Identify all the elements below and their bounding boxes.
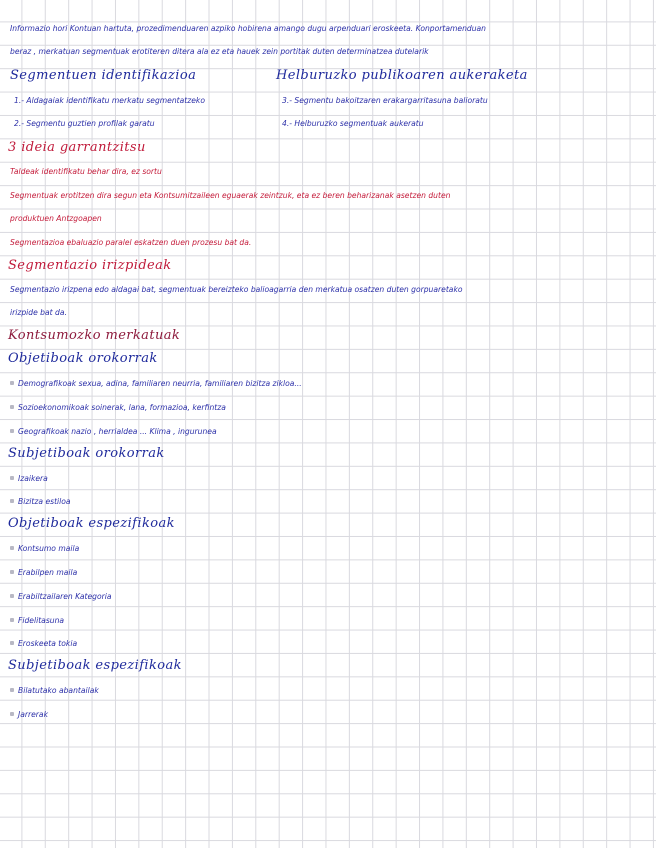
list-item	[10, 616, 64, 625]
bullet-mark	[10, 618, 14, 622]
list-item-text: Geografikoak nazio , herrialdea ... Klima , ingurunea	[18, 427, 217, 436]
bullet-mark	[10, 594, 14, 598]
step-4: 4.- Helburuzko segmentuak aukeratu	[282, 119, 424, 128]
irizpideak-line-1: Segmentazio irizpena edo aldagai bat, segmentuak bereizteko balioagarria den merkatua osatzen duten gorpuaretako	[10, 285, 463, 294]
intro-line-2: beraz , merkatuan segmentuak erotiteren ditera ala ez eta hauek zein portitak duten determinatzea dutelarik	[10, 47, 429, 56]
list-item-text: Bizitza estiloa	[18, 497, 71, 506]
step-3: 3.- Segmentu bakoitzaren erakargarritasuna balioratu	[282, 96, 488, 105]
step-2: 2.- Segmentu guztien profilak garatu	[14, 119, 155, 128]
list-item	[10, 497, 71, 506]
garantia-line-1: Taldeak identifikatu behar dira, ez sortu	[10, 167, 162, 176]
list-item	[10, 686, 99, 695]
list-item-text: Demografikoak sexua, adina, familiaren neurria, familiaren bizitza zikloa...	[18, 379, 302, 388]
heading-obj-orokorrak: Objetiboak orokorrak	[8, 351, 158, 366]
intro-line-1: Informazio hori Kontuan hartuta, prozedimenduaren azpiko hobirena amango dugu arpenduari eroskeeta. Konportamenduan	[10, 24, 486, 33]
heading-segmentuen: Segmentuen identifikazioa	[10, 68, 197, 83]
list-item	[10, 710, 48, 719]
list-item	[10, 474, 48, 483]
irizpideak-line-2: irizpide bat da.	[10, 308, 67, 317]
bullet-mark	[10, 641, 14, 645]
list-item-text: Fidelitasuna	[18, 616, 65, 625]
list-item	[10, 568, 77, 577]
list-item-text: Erabiltzailaren Kategoria	[18, 592, 112, 601]
heading-subj-espezifikoak: Subjetiboak espezifikoak	[8, 658, 182, 673]
heading-irizpideak: Segmentazio irizpideak	[8, 258, 172, 273]
list-item	[10, 379, 302, 388]
list-item-text: Kontsumo maila	[18, 544, 80, 553]
list-item-text: Eroskeeta tokia	[18, 639, 78, 648]
garantia-line-3: produktuen Antzgoapen	[10, 214, 102, 223]
list-item-text: Jarrerak	[18, 710, 48, 719]
list-item-text: Erabilpen maila	[18, 568, 78, 577]
list-item	[10, 639, 77, 648]
bullet-mark	[10, 405, 14, 409]
garantia-line-2: Segmentuak erotitzen dira segun eta Kontsumitzaileen eguaerak zeintzuk, eta ez beren beharizanak asetzen duten	[10, 191, 451, 200]
garantia-line-4: Segmentazioa ebaluazio paralel eskatzen duen prozesu bat da.	[10, 238, 252, 247]
bullet-mark	[10, 570, 14, 574]
step-1: 1.- Aldagaiak identifikatu merkatu segmentatzeko	[14, 96, 205, 105]
list-item	[10, 592, 112, 601]
list-item-text: Bilatutako abantailak	[18, 686, 99, 695]
heading-helburuzko: Helburuzko publikoaren aukeraketa	[276, 68, 528, 83]
bullet-mark	[10, 546, 14, 550]
heading-subj-orokorrak: Subjetiboak orokorrak	[8, 446, 165, 461]
list-item-text: Sozioekonomikoak soinerak, lana, formazioa, kerfintza	[18, 403, 226, 412]
heading-obj-espezifikoak: Objetiboak espezifikoak	[8, 516, 175, 531]
list-item	[10, 403, 226, 412]
bullet-mark	[10, 476, 14, 480]
bullet-mark	[10, 712, 14, 716]
list-item-text: Izaikera	[18, 474, 48, 483]
bullet-mark	[10, 499, 14, 503]
list-item	[10, 427, 217, 436]
heading-kontsumo: Kontsumozko merkatuak	[8, 328, 181, 343]
bullet-mark	[10, 429, 14, 433]
heading-garantia: 3 ideia garrantzitsu	[8, 140, 146, 155]
bullet-mark	[10, 381, 14, 385]
bullet-mark	[10, 688, 14, 692]
list-item	[10, 544, 79, 553]
